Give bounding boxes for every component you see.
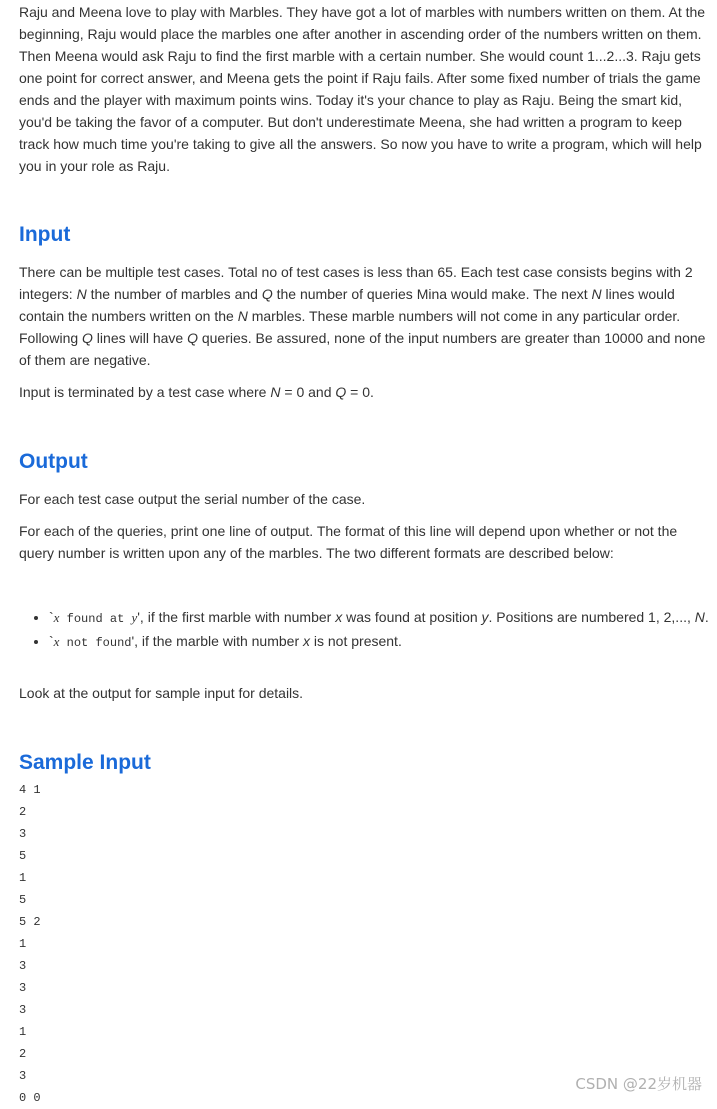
sample-input-block [19,779,41,1109]
output-description [19,488,709,564]
var-n: N [694,609,705,625]
var-q: Q [335,384,347,400]
sample-input-line: 3 [19,827,27,841]
sample-input-line: 0 0 [19,1091,41,1105]
var-n: N [270,384,281,400]
sample-input-line: 5 2 [19,915,41,929]
text-run: marbles. These marble numbers will not come in any particular order. Following [19,308,681,346]
sample-input-line: 1 [19,871,27,885]
list-item [49,630,709,654]
text-run: Input is terminated by a test case where [19,384,271,400]
intro-paragraph: Raju and Meena love to play with Marbles. They have got a lot of marbles with numbers written on them. At the beginning, Raju would place the marbles one after another in ascending order of the numbers written on them. Then Meena would ask Raju to find the first marble with a certain number. She would count 1...2...3. Raju gets one point for correct answer, and Meena gets the point if Raju fails. After some fixed number of trials the game ends and the player with maximum points wins. Today it's your chance to play as Raju. Being the smart kid, you'd be taking the favor of a computer. But don't underestimate Meena, she had written a program to keep track how much time you're taking to give all the answers. So now you have to write a program, which will help you in your role as Raju. [19,4,706,174]
text-run: queries. Be assured, none of the input numbers are greater than 10000 and none of them are negative. [19,330,706,368]
var-q: Q [82,330,93,346]
var-x: x [335,609,343,625]
input-paragraph-1 [19,261,709,371]
sample-input-line: 3 [19,959,27,973]
sample-input-line: 1 [19,1025,27,1039]
output-paragraph-3: Look at the output for sample input for details. [19,685,304,701]
sample-input-line: 3 [19,981,27,995]
sample-input-line: 2 [19,805,27,819]
sample-input-line: 2 [19,1047,27,1061]
input-heading: Input [19,223,71,246]
text-run: ', if the marble with number [131,633,303,649]
output-note [19,682,709,704]
sample-input-line: 3 [19,1003,27,1017]
text-run: ` [49,609,54,625]
text-run: . Positions are numbered 1, 2,..., [488,609,695,625]
code-text: found at [59,612,132,626]
sample-input-line: 3 [19,1069,27,1083]
text-run: lines will have [92,330,188,346]
var-n: N [76,286,87,302]
intro-paragraph-block [19,1,709,177]
sample-input-line: 4 1 [19,783,41,797]
var-y: y [481,609,489,625]
output-paragraph-2: For each of the queries, print one line of output. The format of this line will depend upon whether or not the query number is written upon any of the marbles. The two different formats are described below: [19,523,678,561]
sample-input-line: 5 [19,849,27,863]
code-not-found [54,634,132,649]
input-description [19,261,709,403]
text-run: There can be multiple test cases. Total no of test cases is less than 65. Each test case consists begins with 2 integers: [19,264,693,302]
list-item [49,606,709,630]
input-paragraph-2 [19,381,709,403]
text-run: ', if the first marble with number [137,609,336,625]
sample-input-line: 1 [19,937,27,951]
code-found [54,610,138,625]
sample-input-line: 5 [19,893,27,907]
text-run: = 0 and [280,384,336,400]
text-run: ` [49,633,54,649]
var-y: y [131,610,138,625]
sample-input-heading: Sample Input [19,751,151,774]
var-x: x [53,634,60,649]
text-run: lines would contain the numbers written on the [19,286,675,324]
var-n: N [237,308,248,324]
output-paragraph-1: For each test case output the serial number of the case. [19,491,366,507]
text-run: the number of queries Mina would make. The next [272,286,592,302]
text-run: is not present. [310,633,402,649]
var-x: x [53,610,60,625]
code-text: not found [59,636,132,650]
text-run: the number of marbles and [86,286,262,302]
var-x: x [303,633,310,649]
watermark: CSDN @22岁机器 [575,1075,702,1093]
var-q: Q [261,286,273,302]
text-run: was found at position [342,609,482,625]
var-q: Q [187,330,198,346]
text-run: = 0. [346,384,374,400]
output-heading: Output [19,450,88,473]
var-n: N [591,286,602,302]
text-run: . [704,609,709,625]
output-format-list [19,606,709,654]
